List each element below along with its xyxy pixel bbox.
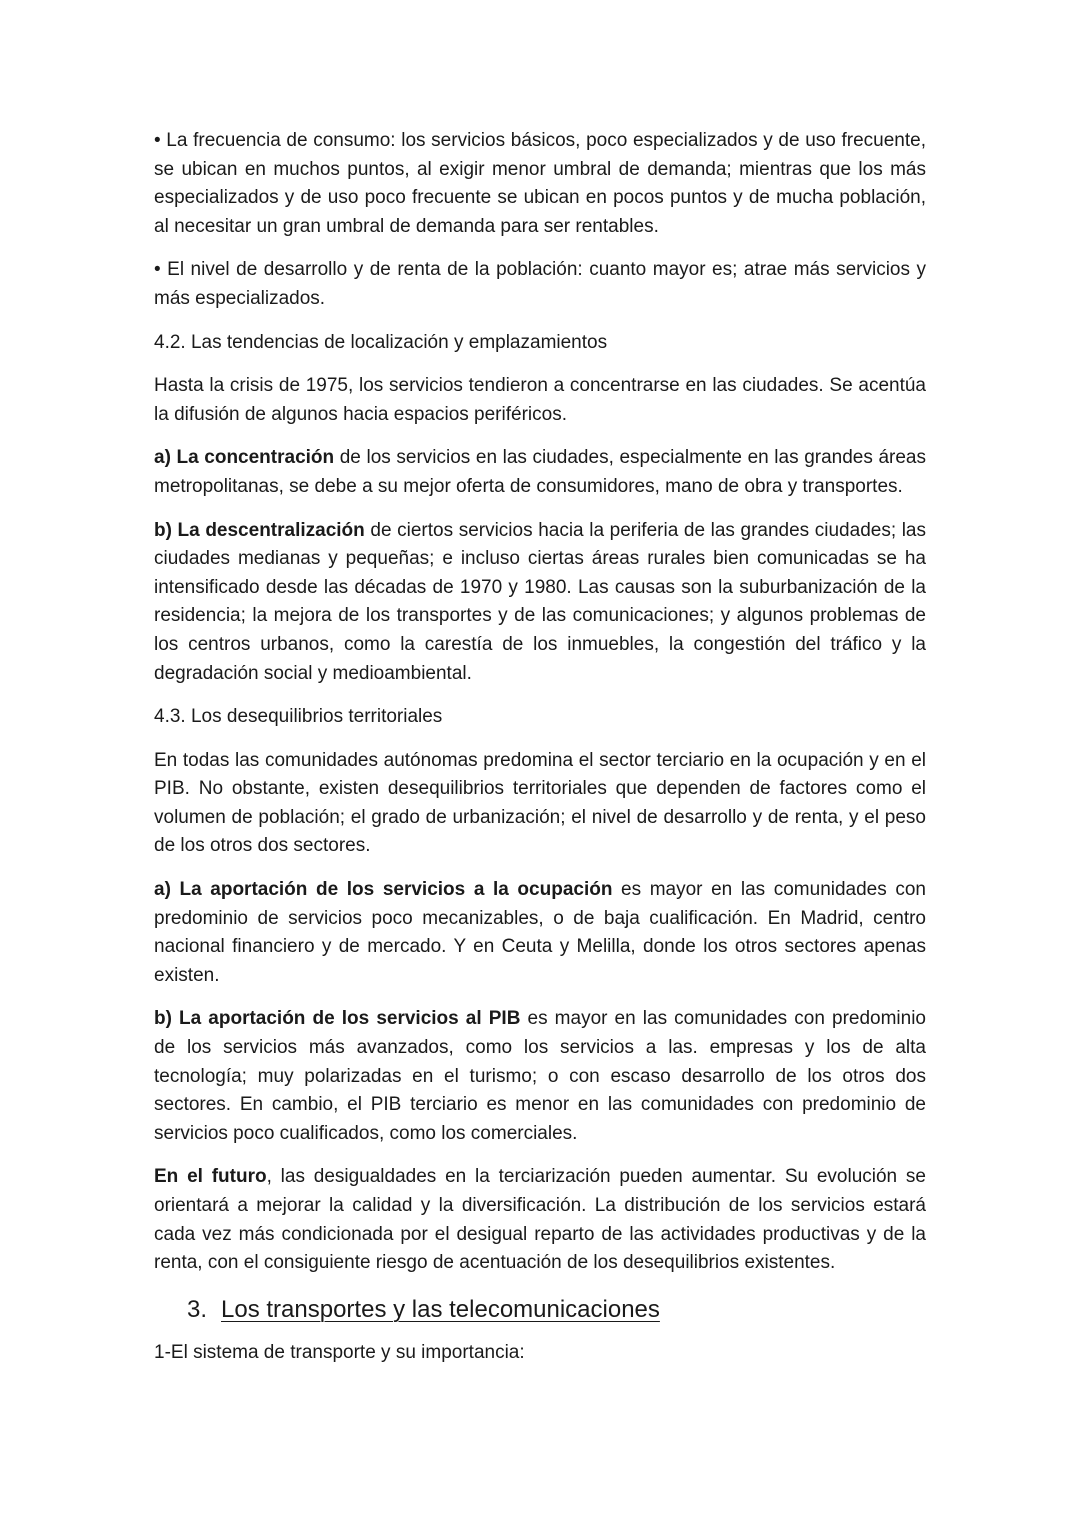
section-number: 3.: [187, 1295, 208, 1323]
paragraph-aportacion-pib: [154, 1005, 926, 1148]
paragraph-concentracion: [154, 444, 926, 501]
section-heading-3: [187, 1293, 926, 1327]
bold-lead: b) La aportación de los servicios al PIB: [154, 1008, 521, 1030]
paragraph-text: , las desigualdades en la terciarización pueden aumentar. Su evolución se orientará a mejorar la calidad y la diversificación. La distribución de los servicios estará cada vez más condicionada por el desigual reparto de las actividades productivas y de la renta, con el consiguiente riesgo de acentuación de los desequilibrios existentes.: [154, 1166, 926, 1274]
bold-lead: a) La concentración: [154, 447, 335, 469]
document-page: [154, 127, 926, 1382]
subheading-sistema-transporte: 1-El sistema de transporte y su importancia:: [154, 1341, 525, 1363]
bold-lead: a) La aportación de los servicios a la ocupación: [154, 879, 613, 901]
paragraph-nivel-desarrollo: • El nivel de desarrollo y de renta de la población: cuanto mayor es; atrae más servicios y más especializados.: [154, 259, 926, 309]
paragraph-text: es mayor en las comunidades con predominio de servicios poco mecanizables, o de baja cualificación. En Madrid, centro nacional financiero y de mercado. Y en Ceuta y Melilla, donde los otros sectores apenas existen.: [154, 879, 926, 986]
paragraph-text: de ciertos servicios hacia la periferia de las grandes ciudades; las ciudades medianas y pequeñas; e incluso ciertas áreas rurales bien comunicadas se ha intensificado desde las décadas de 1970 y 1980. Las causas son la suburbanización de la residencia; la mejora de los transportes y de las comunicaciones; y algunos problemas de los centros urbanos, como la carestía de los inmuebles, la congestión del tráfico y la degradación social y medioambiental.: [154, 519, 927, 684]
bold-lead: b) La descentralización: [154, 519, 365, 541]
section-title: Los transportes y las telecomunicaciones: [221, 1295, 660, 1323]
paragraph-text: de los servicios en las ciudades, especialmente en las grandes áreas metropolitanas, se debe a su mejor oferta de consumidores, mano de obra y transportes.: [154, 447, 926, 497]
paragraph-descentralizacion: [154, 517, 926, 689]
paragraph-crisis-1975: Hasta la crisis de 1975, los servicios tendieron a concentrarse en las ciudades. Se acentúa la difusión de algunos hacia espacios periféricos.: [154, 375, 926, 425]
subheading-4-3: 4.3. Los desequilibrios territoriales: [154, 706, 443, 728]
subheading-4-2: 4.2. Las tendencias de localización y emplazamientos: [154, 331, 608, 353]
bold-lead: En el futuro: [154, 1166, 267, 1188]
paragraph-en-el-futuro: [154, 1163, 926, 1277]
paragraph-text: es mayor en las comunidades con predominio de los servicios más avanzados, como los servicios a las. empresas y los de alta tecnología; muy polarizadas en el turismo; o con escaso desarrollo de los otros dos sectores. En cambio, el PIB terciario es menor en las comunidades con predominio de servicios poco cualificados, como los comerciales.: [154, 1008, 926, 1144]
paragraph-comunidades-autonomas: En todas las comunidades autónomas predomina el sector terciario en la ocupación y en el PIB. No obstante, existen desequilibrios territoriales que dependen de factores como el volumen de población; el grado de urbanización; el nivel de desarrollo y de renta, y el peso de los otros dos sectores.: [154, 749, 926, 857]
paragraph-frecuencia-consumo: • La frecuencia de consumo: los servicios básicos, poco especializados y de uso frecuente, se ubican en muchos puntos, al exigir menor umbral de demanda; mientras que los más especializados y de uso poco frecuente se ubican en pocos puntos y de mucha población, al necesitar un gran umbral de demanda para ser rentables.: [154, 130, 926, 237]
paragraph-aportacion-ocupacion: [154, 876, 926, 990]
